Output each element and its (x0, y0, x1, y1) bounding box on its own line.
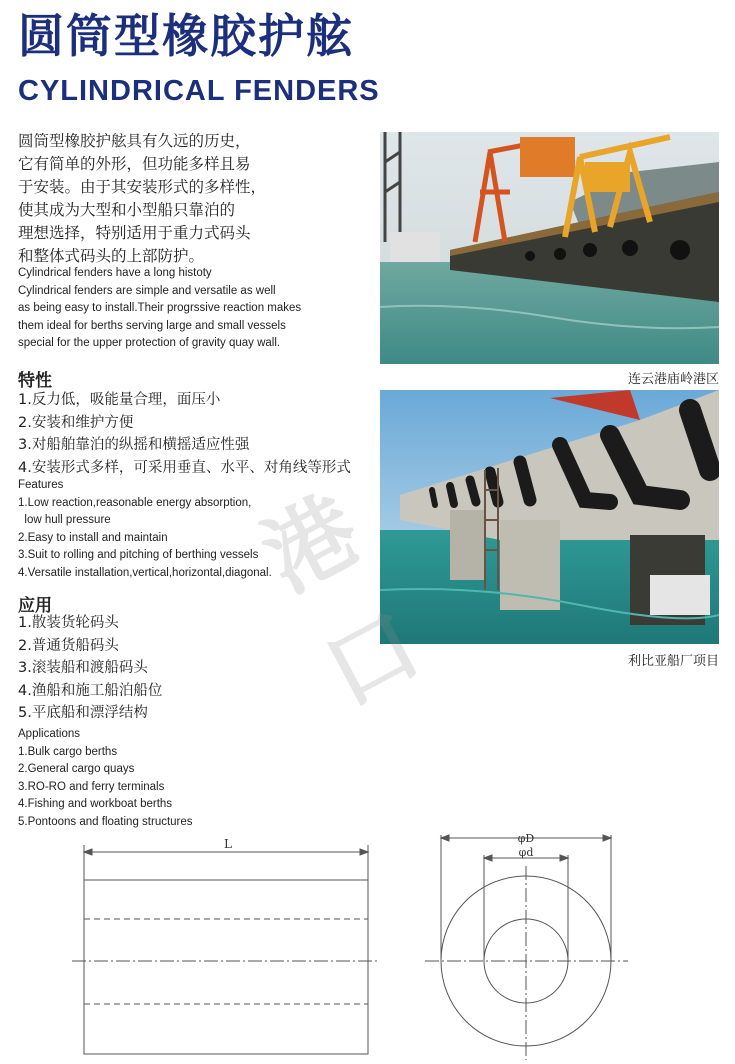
applications-heading-cn: 应用 (18, 596, 52, 616)
features-list-en (18, 477, 272, 583)
intro-cn-line: 使其成为大型和小型船只靠泊的 (18, 201, 236, 219)
intro-cn (18, 130, 368, 268)
list-item: 2.Easy to install and maintain (18, 531, 168, 544)
applications-list-en (18, 726, 193, 832)
list-item: 2.General cargo quays (18, 763, 135, 776)
list-item: 1.Low reaction,reasonable energy absorption, (18, 496, 252, 509)
intro-en-line: Cylindrical fenders have a long histoty (18, 267, 212, 279)
end-view (425, 835, 628, 1060)
list-item: 3.Suit to rolling and pitching of berthing vessels (18, 549, 259, 562)
intro-cn-line: 理想选择，特别适用于重力式码头 (18, 224, 251, 242)
length-label: L (224, 837, 232, 851)
intro-en-line: special for the upper protection of gravity quay wall. (18, 337, 281, 350)
list-item: 2.安装和维护方便 (18, 414, 134, 431)
intro-cn-line: 它有简单的外形，但功能多样且易 (18, 155, 251, 173)
outer-diameter-label: φD (517, 832, 535, 845)
side-view (72, 845, 380, 1054)
page-title: 圆筒型橡胶护舷 (18, 9, 354, 63)
list-item: 4.渔船和施工船泊船位 (18, 682, 163, 699)
photo-port-cranes (380, 132, 719, 364)
applications-heading-en: Applications (18, 728, 81, 740)
intro-cn-line: 于安装。由于其安装形式的多样性， (18, 178, 267, 196)
intro-cn-line: 圆筒型橡胶护舷具有久远的历史， (18, 132, 251, 150)
list-item: 4.安装形式多样，可采用垂直、水平、对角线等形式 (18, 459, 351, 476)
intro-cn-line: 和整体式码头的上部防护。 (18, 247, 205, 265)
watermark: 港 口 (247, 467, 455, 728)
intro-en-line: them ideal for berths serving large and small vessels (18, 319, 286, 332)
page-subtitle: CYLINDRICAL FENDERS (18, 75, 380, 107)
list-item: 3.对船舶靠泊的纵摇和横摇适应性强 (18, 437, 250, 453)
intro-en-line: Cylindrical fenders are simple and versatile as well (18, 284, 276, 297)
list-item: 3.滚装船和渡船码头 (18, 660, 148, 676)
features-heading-en: Features (18, 479, 64, 491)
technical-drawing (0, 830, 735, 1064)
intro-en (18, 265, 358, 353)
list-item: 2.普通货船码头 (18, 637, 119, 654)
features-heading-cn: 特性 (18, 371, 52, 391)
inner-diameter-label: φd (518, 846, 534, 859)
photo2-caption: 利比亚船厂项目 (627, 654, 719, 669)
list-item: 4.Versatile installation,vertical,horizontal,diagonal. (18, 566, 272, 579)
features-list-cn (18, 389, 351, 479)
photo-fenders-quay (380, 390, 719, 644)
photo1-caption: 连云港庙岭港区 (627, 372, 719, 387)
list-item: 5.Pontoons and floating structures (18, 815, 193, 828)
list-item: 3.RO-RO and ferry terminals (18, 780, 165, 793)
list-item: 5.平底船和漂浮结构 (18, 705, 148, 721)
list-item: 1.散装货轮码头 (18, 615, 119, 631)
list-item: 1.反力低，吸能量合理，面压小 (18, 392, 221, 408)
list-item: 4.Fishing and workboat berths (18, 798, 173, 811)
list-item: 1.Bulk cargo berths (18, 745, 118, 758)
intro-en-line: as being easy to install.Their progrssive reaction makes (18, 302, 302, 315)
list-item: low hull pressure (18, 514, 111, 527)
applications-list-cn (18, 612, 162, 725)
